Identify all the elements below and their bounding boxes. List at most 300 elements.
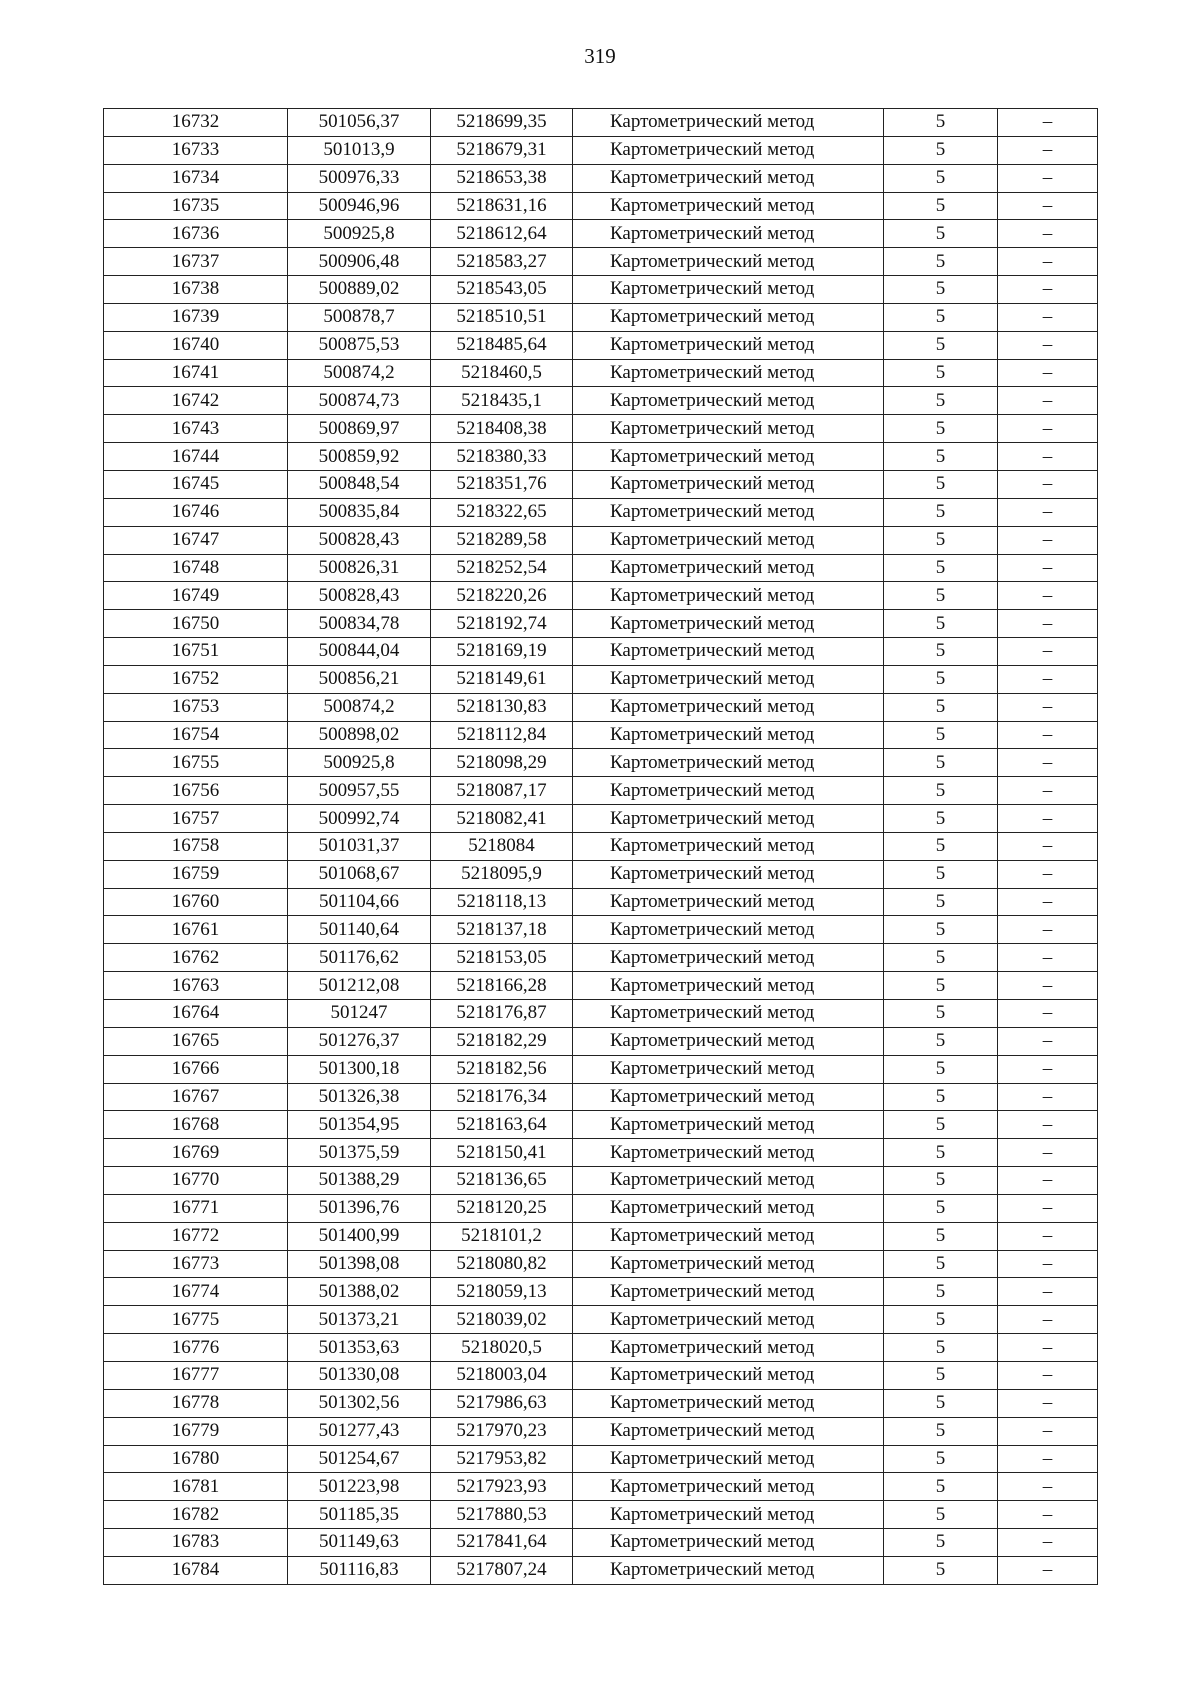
accuracy-cell: 5: [884, 498, 998, 526]
point-number-cell: 16736: [104, 220, 288, 248]
x-coordinate-cell: 501300,18: [288, 1055, 431, 1083]
table-row: [104, 164, 1098, 192]
point-number-cell: 16771: [104, 1194, 288, 1222]
method-cell: Картометрический метод: [573, 1501, 884, 1529]
note-cell: –: [998, 303, 1098, 331]
x-coordinate-cell: 501388,29: [288, 1167, 431, 1195]
method-cell: Картометрический метод: [573, 248, 884, 276]
y-coordinate-cell: 5218003,04: [431, 1361, 573, 1389]
table-row: [104, 470, 1098, 498]
table-row: [104, 554, 1098, 582]
accuracy-cell: 5: [884, 136, 998, 164]
point-number-cell: 16733: [104, 136, 288, 164]
accuracy-cell: 5: [884, 832, 998, 860]
accuracy-cell: 5: [884, 331, 998, 359]
accuracy-cell: 5: [884, 164, 998, 192]
point-number-cell: 16746: [104, 498, 288, 526]
y-coordinate-cell: 5218380,33: [431, 443, 573, 471]
point-number-cell: 16748: [104, 554, 288, 582]
table-row: [104, 526, 1098, 554]
note-cell: –: [998, 443, 1098, 471]
method-cell: Картометрический метод: [573, 972, 884, 1000]
accuracy-cell: 5: [884, 1027, 998, 1055]
y-coordinate-cell: 5217841,64: [431, 1529, 573, 1557]
table-row: [104, 916, 1098, 944]
x-coordinate-cell: 500844,04: [288, 638, 431, 666]
x-coordinate-cell: 500889,02: [288, 276, 431, 304]
y-coordinate-cell: 5218080,82: [431, 1250, 573, 1278]
method-cell: Картометрический метод: [573, 359, 884, 387]
x-coordinate-cell: 501302,56: [288, 1389, 431, 1417]
note-cell: –: [998, 1278, 1098, 1306]
accuracy-cell: 5: [884, 443, 998, 471]
y-coordinate-cell: 5218095,9: [431, 860, 573, 888]
point-number-cell: 16738: [104, 276, 288, 304]
table-row: [104, 1250, 1098, 1278]
method-cell: Картометрический метод: [573, 276, 884, 304]
point-number-cell: 16760: [104, 888, 288, 916]
x-coordinate-cell: 501140,64: [288, 916, 431, 944]
x-coordinate-cell: 501223,98: [288, 1473, 431, 1501]
point-number-cell: 16751: [104, 638, 288, 666]
accuracy-cell: 5: [884, 1556, 998, 1584]
table-row: [104, 1000, 1098, 1028]
note-cell: –: [998, 1389, 1098, 1417]
x-coordinate-cell: 501277,43: [288, 1417, 431, 1445]
point-number-cell: 16741: [104, 359, 288, 387]
note-cell: –: [998, 972, 1098, 1000]
accuracy-cell: 5: [884, 1529, 998, 1557]
y-coordinate-cell: 5218082,41: [431, 805, 573, 833]
method-cell: Картометрический метод: [573, 303, 884, 331]
method-cell: Картометрический метод: [573, 777, 884, 805]
accuracy-cell: 5: [884, 303, 998, 331]
y-coordinate-cell: 5218252,54: [431, 554, 573, 582]
table-row: [104, 1306, 1098, 1334]
method-cell: Картометрический метод: [573, 805, 884, 833]
note-cell: –: [998, 665, 1098, 693]
note-cell: –: [998, 470, 1098, 498]
x-coordinate-cell: 501353,63: [288, 1334, 431, 1362]
accuracy-cell: 5: [884, 777, 998, 805]
table-row: [104, 1194, 1098, 1222]
y-coordinate-cell: 5218087,17: [431, 777, 573, 805]
method-cell: Картометрический метод: [573, 1417, 884, 1445]
y-coordinate-cell: 5218098,29: [431, 749, 573, 777]
x-coordinate-cell: 500856,21: [288, 665, 431, 693]
note-cell: –: [998, 359, 1098, 387]
table-row: [104, 303, 1098, 331]
x-coordinate-cell: 500875,53: [288, 331, 431, 359]
accuracy-cell: 5: [884, 1334, 998, 1362]
y-coordinate-cell: 5218679,31: [431, 136, 573, 164]
table-row: [104, 944, 1098, 972]
y-coordinate-cell: 5218163,64: [431, 1111, 573, 1139]
point-number-cell: 16770: [104, 1167, 288, 1195]
method-cell: Картометрический метод: [573, 1361, 884, 1389]
table-row: [104, 1027, 1098, 1055]
x-coordinate-cell: 500992,74: [288, 805, 431, 833]
accuracy-cell: 5: [884, 916, 998, 944]
table-row: [104, 359, 1098, 387]
table-row: [104, 1529, 1098, 1557]
accuracy-cell: 5: [884, 805, 998, 833]
accuracy-cell: 5: [884, 638, 998, 666]
point-number-cell: 16752: [104, 665, 288, 693]
point-number-cell: 16755: [104, 749, 288, 777]
note-cell: –: [998, 582, 1098, 610]
note-cell: –: [998, 1194, 1098, 1222]
point-number-cell: 16778: [104, 1389, 288, 1417]
note-cell: –: [998, 832, 1098, 860]
note-cell: –: [998, 1111, 1098, 1139]
method-cell: Картометрический метод: [573, 164, 884, 192]
y-coordinate-cell: 5218289,58: [431, 526, 573, 554]
point-number-cell: 16737: [104, 248, 288, 276]
table-row: [104, 582, 1098, 610]
point-number-cell: 16739: [104, 303, 288, 331]
note-cell: –: [998, 1556, 1098, 1584]
note-cell: –: [998, 1222, 1098, 1250]
y-coordinate-cell: 5217807,24: [431, 1556, 573, 1584]
accuracy-cell: 5: [884, 749, 998, 777]
method-cell: Картометрический метод: [573, 192, 884, 220]
point-number-cell: 16782: [104, 1501, 288, 1529]
point-number-cell: 16764: [104, 1000, 288, 1028]
y-coordinate-cell: 5217970,23: [431, 1417, 573, 1445]
method-cell: Картометрический метод: [573, 387, 884, 415]
y-coordinate-cell: 5218130,83: [431, 693, 573, 721]
table-row: [104, 1556, 1098, 1584]
y-coordinate-cell: 5218510,51: [431, 303, 573, 331]
accuracy-cell: 5: [884, 888, 998, 916]
table-row: [104, 638, 1098, 666]
x-coordinate-cell: 500828,43: [288, 526, 431, 554]
point-number-cell: 16740: [104, 331, 288, 359]
table-row: [104, 1167, 1098, 1195]
x-coordinate-cell: 501388,02: [288, 1278, 431, 1306]
accuracy-cell: 5: [884, 1389, 998, 1417]
note-cell: –: [998, 1250, 1098, 1278]
table-row: [104, 109, 1098, 137]
table-row: [104, 721, 1098, 749]
note-cell: –: [998, 331, 1098, 359]
x-coordinate-cell: 501149,63: [288, 1529, 431, 1557]
note-cell: –: [998, 721, 1098, 749]
x-coordinate-cell: 500834,78: [288, 610, 431, 638]
accuracy-cell: 5: [884, 1000, 998, 1028]
x-coordinate-cell: 500828,43: [288, 582, 431, 610]
note-cell: –: [998, 1306, 1098, 1334]
table-row: [104, 276, 1098, 304]
point-number-cell: 16742: [104, 387, 288, 415]
method-cell: Картометрический метод: [573, 1000, 884, 1028]
note-cell: –: [998, 387, 1098, 415]
accuracy-cell: 5: [884, 610, 998, 638]
method-cell: Картометрический метод: [573, 1167, 884, 1195]
x-coordinate-cell: 501400,99: [288, 1222, 431, 1250]
y-coordinate-cell: 5218137,18: [431, 916, 573, 944]
accuracy-cell: 5: [884, 220, 998, 248]
accuracy-cell: 5: [884, 1278, 998, 1306]
accuracy-cell: 5: [884, 387, 998, 415]
method-cell: Картометрический метод: [573, 1389, 884, 1417]
point-number-cell: 16745: [104, 470, 288, 498]
point-number-cell: 16765: [104, 1027, 288, 1055]
point-number-cell: 16763: [104, 972, 288, 1000]
table-row: [104, 331, 1098, 359]
y-coordinate-cell: 5218653,38: [431, 164, 573, 192]
y-coordinate-cell: 5218118,13: [431, 888, 573, 916]
note-cell: –: [998, 1000, 1098, 1028]
coordinates-table-body: [104, 109, 1098, 1585]
method-cell: Картометрический метод: [573, 526, 884, 554]
table-row: [104, 1139, 1098, 1167]
point-number-cell: 16777: [104, 1361, 288, 1389]
point-number-cell: 16768: [104, 1111, 288, 1139]
table-row: [104, 860, 1098, 888]
point-number-cell: 16754: [104, 721, 288, 749]
accuracy-cell: 5: [884, 359, 998, 387]
table-row: [104, 1473, 1098, 1501]
note-cell: –: [998, 109, 1098, 137]
y-coordinate-cell: 5218084: [431, 832, 573, 860]
method-cell: Картометрический метод: [573, 470, 884, 498]
x-coordinate-cell: 501396,76: [288, 1194, 431, 1222]
point-number-cell: 16756: [104, 777, 288, 805]
accuracy-cell: 5: [884, 665, 998, 693]
y-coordinate-cell: 5218149,61: [431, 665, 573, 693]
x-coordinate-cell: 500826,31: [288, 554, 431, 582]
accuracy-cell: 5: [884, 1361, 998, 1389]
x-coordinate-cell: 501176,62: [288, 944, 431, 972]
table-row: [104, 1501, 1098, 1529]
accuracy-cell: 5: [884, 1417, 998, 1445]
point-number-cell: 16783: [104, 1529, 288, 1557]
table-row: [104, 972, 1098, 1000]
y-coordinate-cell: 5218153,05: [431, 944, 573, 972]
table-row: [104, 610, 1098, 638]
note-cell: –: [998, 1027, 1098, 1055]
method-cell: Картометрический метод: [573, 1278, 884, 1306]
accuracy-cell: 5: [884, 582, 998, 610]
x-coordinate-cell: 501031,37: [288, 832, 431, 860]
x-coordinate-cell: 500848,54: [288, 470, 431, 498]
accuracy-cell: 5: [884, 860, 998, 888]
point-number-cell: 16780: [104, 1445, 288, 1473]
y-coordinate-cell: 5218182,29: [431, 1027, 573, 1055]
y-coordinate-cell: 5218020,5: [431, 1334, 573, 1362]
note-cell: –: [998, 1167, 1098, 1195]
accuracy-cell: 5: [884, 1055, 998, 1083]
accuracy-cell: 5: [884, 1445, 998, 1473]
method-cell: Картометрический метод: [573, 944, 884, 972]
x-coordinate-cell: 500874,73: [288, 387, 431, 415]
y-coordinate-cell: 5218136,65: [431, 1167, 573, 1195]
y-coordinate-cell: 5218583,27: [431, 248, 573, 276]
table-row: [104, 832, 1098, 860]
accuracy-cell: 5: [884, 109, 998, 137]
point-number-cell: 16772: [104, 1222, 288, 1250]
y-coordinate-cell: 5217923,93: [431, 1473, 573, 1501]
x-coordinate-cell: 500957,55: [288, 777, 431, 805]
accuracy-cell: 5: [884, 1501, 998, 1529]
method-cell: Картометрический метод: [573, 1473, 884, 1501]
x-coordinate-cell: 500898,02: [288, 721, 431, 749]
y-coordinate-cell: 5218543,05: [431, 276, 573, 304]
x-coordinate-cell: 501330,08: [288, 1361, 431, 1389]
point-number-cell: 16735: [104, 192, 288, 220]
method-cell: Картометрический метод: [573, 638, 884, 666]
x-coordinate-cell: 501276,37: [288, 1027, 431, 1055]
accuracy-cell: 5: [884, 1222, 998, 1250]
x-coordinate-cell: 501056,37: [288, 109, 431, 137]
table-row: [104, 805, 1098, 833]
note-cell: –: [998, 164, 1098, 192]
method-cell: Картометрический метод: [573, 860, 884, 888]
point-number-cell: 16743: [104, 415, 288, 443]
point-number-cell: 16758: [104, 832, 288, 860]
table-row: [104, 1055, 1098, 1083]
y-coordinate-cell: 5218192,74: [431, 610, 573, 638]
y-coordinate-cell: 5218699,35: [431, 109, 573, 137]
point-number-cell: 16757: [104, 805, 288, 833]
x-coordinate-cell: 501013,9: [288, 136, 431, 164]
table-row: [104, 1278, 1098, 1306]
point-number-cell: 16776: [104, 1334, 288, 1362]
point-number-cell: 16784: [104, 1556, 288, 1584]
note-cell: –: [998, 136, 1098, 164]
table-row: [104, 693, 1098, 721]
accuracy-cell: 5: [884, 1139, 998, 1167]
method-cell: Картометрический метод: [573, 1055, 884, 1083]
x-coordinate-cell: 500835,84: [288, 498, 431, 526]
point-number-cell: 16750: [104, 610, 288, 638]
note-cell: –: [998, 1445, 1098, 1473]
point-number-cell: 16744: [104, 443, 288, 471]
x-coordinate-cell: 501247: [288, 1000, 431, 1028]
note-cell: –: [998, 944, 1098, 972]
method-cell: Картометрический метод: [573, 721, 884, 749]
accuracy-cell: 5: [884, 415, 998, 443]
x-coordinate-cell: 500906,48: [288, 248, 431, 276]
accuracy-cell: 5: [884, 944, 998, 972]
method-cell: Картометрический метод: [573, 1111, 884, 1139]
point-number-cell: 16774: [104, 1278, 288, 1306]
table-row: [104, 415, 1098, 443]
point-number-cell: 16749: [104, 582, 288, 610]
y-coordinate-cell: 5218408,38: [431, 415, 573, 443]
x-coordinate-cell: 500976,33: [288, 164, 431, 192]
y-coordinate-cell: 5217986,63: [431, 1389, 573, 1417]
note-cell: –: [998, 1473, 1098, 1501]
y-coordinate-cell: 5218351,76: [431, 470, 573, 498]
accuracy-cell: 5: [884, 721, 998, 749]
x-coordinate-cell: 501212,08: [288, 972, 431, 1000]
method-cell: Картометрический метод: [573, 1222, 884, 1250]
method-cell: Картометрический метод: [573, 749, 884, 777]
x-coordinate-cell: 501375,59: [288, 1139, 431, 1167]
y-coordinate-cell: 5217953,82: [431, 1445, 573, 1473]
point-number-cell: 16773: [104, 1250, 288, 1278]
method-cell: Картометрический метод: [573, 1194, 884, 1222]
method-cell: Картометрический метод: [573, 1556, 884, 1584]
y-coordinate-cell: 5218059,13: [431, 1278, 573, 1306]
table-row: [104, 888, 1098, 916]
y-coordinate-cell: 5218169,19: [431, 638, 573, 666]
method-cell: Картометрический метод: [573, 136, 884, 164]
y-coordinate-cell: 5218322,65: [431, 498, 573, 526]
table-row: [104, 749, 1098, 777]
accuracy-cell: 5: [884, 248, 998, 276]
accuracy-cell: 5: [884, 192, 998, 220]
point-number-cell: 16761: [104, 916, 288, 944]
point-number-cell: 16747: [104, 526, 288, 554]
table-row: [104, 136, 1098, 164]
table-row: [104, 1361, 1098, 1389]
y-coordinate-cell: 5217880,53: [431, 1501, 573, 1529]
table-row: [104, 1111, 1098, 1139]
point-number-cell: 16766: [104, 1055, 288, 1083]
x-coordinate-cell: 501326,38: [288, 1083, 431, 1111]
note-cell: –: [998, 638, 1098, 666]
accuracy-cell: 5: [884, 1111, 998, 1139]
method-cell: Картометрический метод: [573, 443, 884, 471]
x-coordinate-cell: 501068,67: [288, 860, 431, 888]
method-cell: Картометрический метод: [573, 554, 884, 582]
note-cell: –: [998, 554, 1098, 582]
y-coordinate-cell: 5218182,56: [431, 1055, 573, 1083]
method-cell: Картометрический метод: [573, 665, 884, 693]
method-cell: Картометрический метод: [573, 498, 884, 526]
y-coordinate-cell: 5218039,02: [431, 1306, 573, 1334]
table-row: [104, 220, 1098, 248]
table-row: [104, 248, 1098, 276]
y-coordinate-cell: 5218220,26: [431, 582, 573, 610]
note-cell: –: [998, 860, 1098, 888]
table-row: [104, 1083, 1098, 1111]
accuracy-cell: 5: [884, 972, 998, 1000]
table-row: [104, 1222, 1098, 1250]
note-cell: –: [998, 693, 1098, 721]
method-cell: Картометрический метод: [573, 1445, 884, 1473]
note-cell: –: [998, 1417, 1098, 1445]
y-coordinate-cell: 5218460,5: [431, 359, 573, 387]
table-row: [104, 1334, 1098, 1362]
x-coordinate-cell: 500925,8: [288, 749, 431, 777]
accuracy-cell: 5: [884, 526, 998, 554]
point-number-cell: 16759: [104, 860, 288, 888]
x-coordinate-cell: 500859,92: [288, 443, 431, 471]
x-coordinate-cell: 501185,35: [288, 1501, 431, 1529]
method-cell: Картометрический метод: [573, 1139, 884, 1167]
table-row: [104, 498, 1098, 526]
y-coordinate-cell: 5218435,1: [431, 387, 573, 415]
x-coordinate-cell: 501104,66: [288, 888, 431, 916]
x-coordinate-cell: 500878,7: [288, 303, 431, 331]
table-row: [104, 1389, 1098, 1417]
y-coordinate-cell: 5218612,64: [431, 220, 573, 248]
y-coordinate-cell: 5218120,25: [431, 1194, 573, 1222]
x-coordinate-cell: 500874,2: [288, 693, 431, 721]
point-number-cell: 16732: [104, 109, 288, 137]
method-cell: Картометрический метод: [573, 1529, 884, 1557]
x-coordinate-cell: 501116,83: [288, 1556, 431, 1584]
accuracy-cell: 5: [884, 554, 998, 582]
note-cell: –: [998, 888, 1098, 916]
note-cell: –: [998, 916, 1098, 944]
x-coordinate-cell: 500869,97: [288, 415, 431, 443]
